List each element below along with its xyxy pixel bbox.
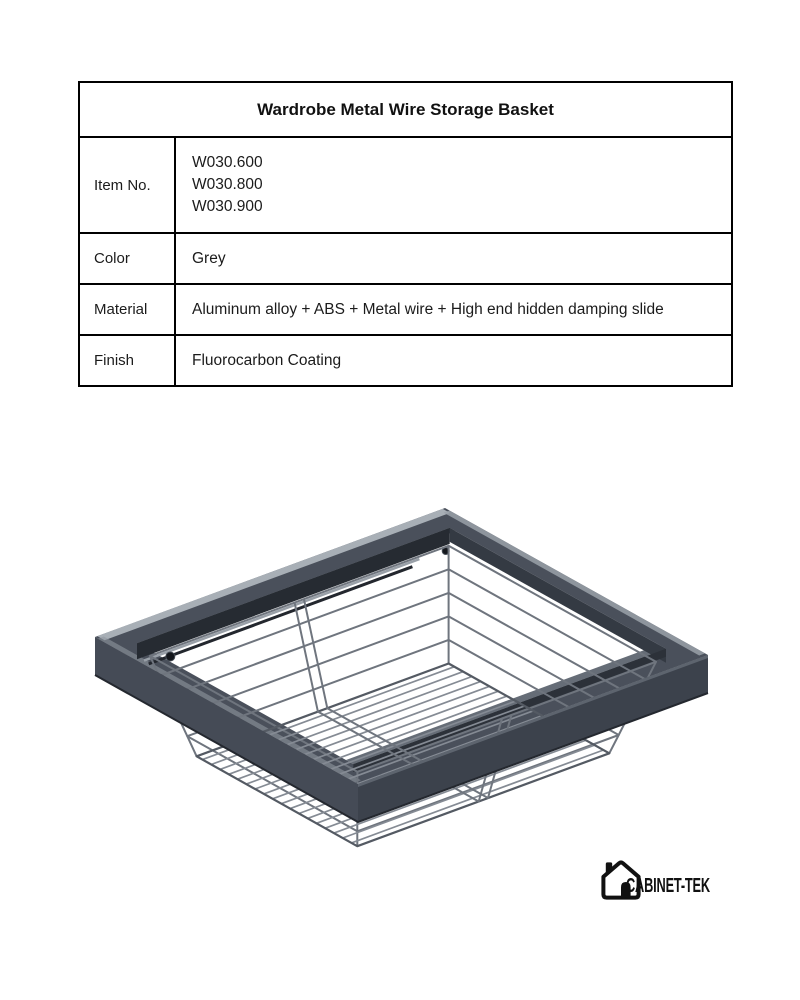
row-value-finish: [176, 336, 731, 385]
brand-logo: [597, 851, 737, 911]
row-label-item-no: Item No.: [80, 138, 176, 232]
row-value-color: [176, 234, 731, 283]
spec-table-title: Wardrobe Metal Wire Storage Basket: [257, 99, 554, 119]
item-number-line: W030.900: [192, 198, 263, 215]
brand-name: CABINET-TEK: [626, 875, 710, 897]
row-value-item-no: [176, 138, 731, 232]
product-photo-wire-basket: [70, 480, 730, 900]
finish-value: Fluorocarbon Coating: [192, 351, 342, 369]
row-label-material: Material: [80, 285, 176, 334]
row-label-color: Color: [80, 234, 176, 283]
spec-row-color: [80, 232, 731, 283]
spec-row-finish: [80, 334, 731, 385]
row-label-finish: Finish: [80, 336, 176, 385]
row-value-material: [176, 285, 731, 334]
item-number-line: W030.600: [192, 154, 263, 171]
material-value: Aluminum alloy + ABS + Metal wire + High end hidden damping slide: [192, 300, 664, 318]
spec-row-item-no: [80, 136, 731, 232]
color-value: Grey: [192, 249, 226, 267]
spec-row-material: [80, 283, 731, 334]
spec-table: [78, 81, 733, 387]
item-number-line: W030.800: [192, 176, 263, 193]
